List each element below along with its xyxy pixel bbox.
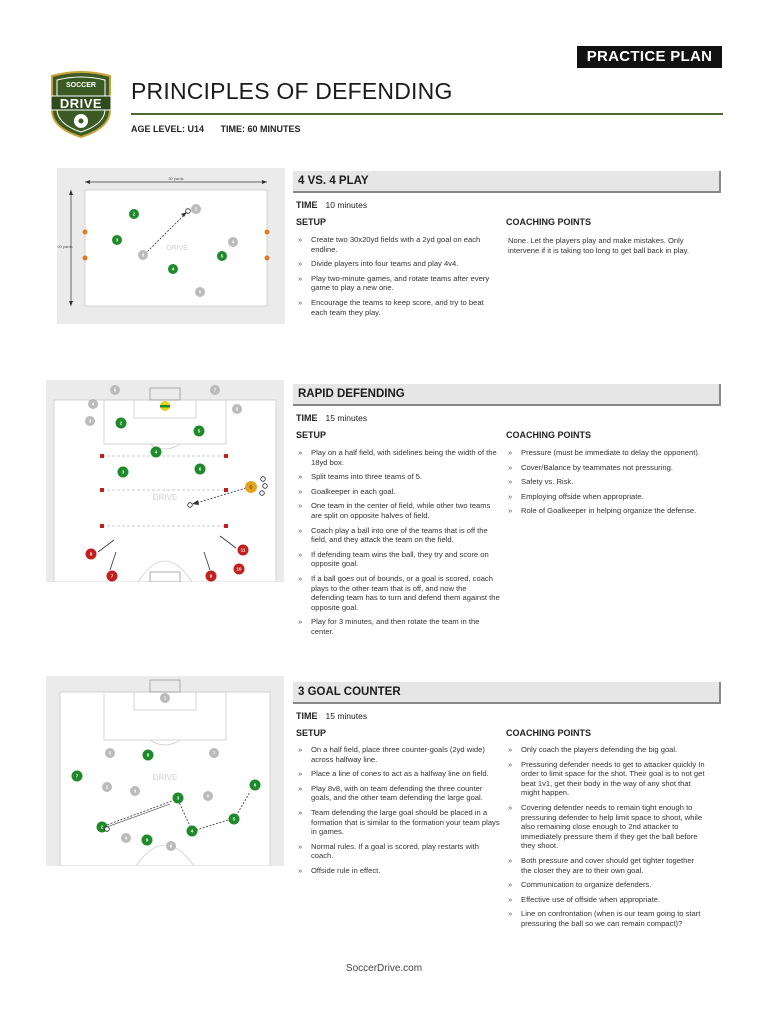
- list-item: » Play two-minute games, and rotate teams after every game to play a new one.: [296, 274, 500, 293]
- svg-text:4: 4: [231, 239, 235, 245]
- page-title: PRINCIPLES OF DEFENDING: [131, 78, 453, 104]
- practice-plan-badge: PRACTICE PLAN: [577, 46, 722, 68]
- svg-text:9: 9: [145, 837, 149, 843]
- svg-text:7: 7: [110, 573, 114, 579]
- list-item: » Coach play a ball into one of the teams that is off the field, and they attack the team on the field.: [296, 526, 500, 545]
- height-dimension-label: 20 yards: [57, 244, 73, 249]
- time-label: TIME: [296, 200, 318, 210]
- setup-list-4v4: [296, 235, 500, 322]
- svg-text:8: 8: [235, 406, 239, 412]
- svg-text:1: 1: [163, 695, 167, 701]
- list-item: » Both pressure and cover should get tighter together the closer they are to their own goal.: [506, 856, 706, 875]
- coaching-list-rapid-defending: [506, 448, 706, 521]
- list-item: » Team defending the large goal should be placed in a formation that is similar to the formation your team plays in games.: [296, 808, 500, 837]
- watermark-logo-text: DRIVE: [166, 245, 188, 252]
- svg-text:2: 2: [132, 211, 136, 217]
- time-line-rapid-defending: [296, 413, 367, 423]
- svg-text:3: 3: [133, 788, 137, 794]
- list-item: » Pressure (must be immediate to delay the opponent).: [506, 448, 706, 458]
- setup-label: SETUP: [296, 430, 327, 440]
- svg-text:5: 5: [197, 428, 201, 434]
- svg-text:2: 2: [119, 420, 123, 426]
- svg-text:2: 2: [105, 784, 109, 790]
- watermark-logo-text: DRIVE: [152, 493, 178, 502]
- time-line-4v4: [296, 200, 367, 210]
- svg-text:10: 10: [236, 566, 242, 572]
- setup-list-3-goal-counter: [296, 745, 500, 881]
- list-item: » Normal rules. If a goal is scored, play restarts with coach.: [296, 842, 500, 861]
- coaching-points-label: COACHING POINTS: [506, 728, 592, 738]
- setup-list-rapid-defending: [296, 448, 500, 642]
- svg-text:6: 6: [253, 782, 257, 788]
- svg-text:2: 2: [194, 206, 198, 212]
- watermark-logo-text: DRIVE: [152, 773, 178, 782]
- drill-diagram-4v4: [57, 168, 285, 324]
- svg-text:4: 4: [91, 401, 95, 407]
- svg-text:6: 6: [198, 466, 202, 472]
- svg-text:4: 4: [190, 828, 194, 834]
- svg-text:8: 8: [146, 752, 150, 758]
- svg-text:6: 6: [113, 387, 117, 393]
- list-item: » On a half field, place three counter-goals (2yd wide) across halfway line.: [296, 745, 500, 764]
- list-item: » Pressuring defender needs to get to attacker quickly In order to limit space for the shot. Their goal is to not get beat 1v1, get their body in the way of any shot that might happen.: [506, 760, 706, 798]
- svg-text:7: 7: [75, 773, 79, 779]
- logo-main-text: DRIVE: [59, 96, 103, 111]
- age-level: AGE LEVEL: U14: [131, 124, 205, 134]
- list-item: » Only coach the players defending the big goal.: [506, 745, 706, 755]
- list-item: » Play for 3 minutes, and then rotate the team in the center.: [296, 617, 500, 636]
- drill-diagram-rapid-defending: [46, 380, 284, 582]
- list-item: » Cover/Balance by teammates not pressuring.: [506, 463, 706, 473]
- svg-text:9: 9: [209, 573, 213, 579]
- svg-text:3: 3: [115, 237, 119, 243]
- coaching-points-label: COACHING POINTS: [506, 430, 592, 440]
- setup-label: SETUP: [296, 728, 327, 738]
- time-label: TIME: [296, 711, 318, 721]
- svg-text:3: 3: [121, 469, 125, 475]
- time-label: TIME: [296, 413, 318, 423]
- total-time: TIME: 60 MINUTES: [220, 124, 301, 134]
- section-title-3-goal-counter: 3 GOAL COUNTER: [293, 682, 721, 704]
- setup-label: SETUP: [296, 217, 327, 227]
- list-item: » Role of Goalkeeper in helping organize the defense.: [506, 506, 706, 516]
- width-dimension-label: 30 yards: [168, 176, 184, 181]
- meta-line: [131, 124, 315, 134]
- svg-text:5: 5: [232, 816, 236, 822]
- time-line-3-goal-counter: [296, 711, 367, 721]
- list-item: » Communication to organize defenders.: [506, 880, 706, 890]
- svg-text:5: 5: [108, 750, 112, 756]
- logo-top-text: SOCCER: [66, 82, 96, 89]
- list-item: » Play 8v8, with on team defending the three counter goals, and the other team defending the large goal.: [296, 784, 500, 803]
- drill-diagram-3-goal-counter: [46, 676, 284, 866]
- section-title-rapid-defending: RAPID DEFENDING: [293, 384, 721, 406]
- list-item: » Divide players into four teams and play 4v4.: [296, 259, 500, 269]
- svg-text:5: 5: [220, 253, 224, 259]
- list-item: » Covering defender needs to remain tight enough to pressuring defender to help limit space to shoot, while also remaining close enough to 2nd attacker to immediately pressure them if they get the ball before they shoot.: [506, 803, 706, 851]
- svg-text:8: 8: [169, 843, 173, 849]
- svg-text:4: 4: [124, 835, 128, 841]
- footer-link[interactable]: SoccerDrive.com: [345, 963, 423, 974]
- list-item: » Create two 30x20yd fields with a 2yd goal on each endline.: [296, 235, 500, 254]
- svg-text:4: 4: [171, 266, 175, 272]
- svg-text:7: 7: [213, 387, 217, 393]
- time-value: 15 minutes: [325, 413, 368, 423]
- svg-text:11: 11: [240, 547, 246, 553]
- coaching-text-4v4: None. Let the players play and make mistakes. Only intervene if it is taking too long to get ball back in play.: [508, 236, 689, 255]
- svg-text:2: 2: [100, 824, 104, 830]
- svg-text:7: 7: [212, 750, 216, 756]
- list-item: » Encourage the teams to keep score, and try to beat each team they play.: [296, 298, 500, 317]
- list-item: » If defending team wins the ball, they try and score on opposite goal.: [296, 550, 500, 569]
- time-value: 10 minutes: [325, 200, 368, 210]
- title-rule: [131, 113, 723, 115]
- svg-text:3: 3: [176, 795, 180, 801]
- time-value: 15 minutes: [325, 711, 368, 721]
- coaching-list-3-goal-counter: [506, 745, 706, 934]
- list-item: » Offside rule in effect.: [296, 866, 500, 876]
- list-item: » One team in the center of field, while other two teams are split on opposite halves of field.: [296, 501, 500, 520]
- list-item: » Effective use of offside when appropriate.: [506, 895, 706, 905]
- list-item: » Goalkeeper in each goal.: [296, 487, 500, 497]
- svg-text:5: 5: [198, 289, 202, 295]
- list-item: » Split teams into three teams of 5.: [296, 472, 500, 482]
- svg-text:6: 6: [206, 793, 210, 799]
- list-item: » Safety vs. Risk.: [506, 477, 706, 487]
- svg-text:8: 8: [89, 551, 93, 557]
- svg-text:3: 3: [141, 252, 145, 258]
- list-item: » Place a line of cones to act as a halfway line on field.: [296, 769, 500, 779]
- list-item: » Line on confrontation (when is our team going to start pressuring the ball so we can remain compact)?: [506, 909, 706, 928]
- section-title-4v4: 4 VS. 4 PLAY: [293, 171, 721, 193]
- svg-text:4: 4: [154, 449, 158, 455]
- coach-marker-label: C: [249, 484, 253, 490]
- list-item: » Employing offside when appropriate.: [506, 492, 706, 502]
- svg-text:3: 3: [88, 418, 92, 424]
- list-item: » If a ball goes out of bounds, or a goal is scored, coach plays to the other team that is off, and now the defending team has to turn and defend them against the opposite goal.: [296, 574, 500, 612]
- list-item: » Play on a half field, with sidelines being the width of the 18yd box.: [296, 448, 500, 467]
- coaching-points-label: COACHING POINTS: [506, 217, 592, 227]
